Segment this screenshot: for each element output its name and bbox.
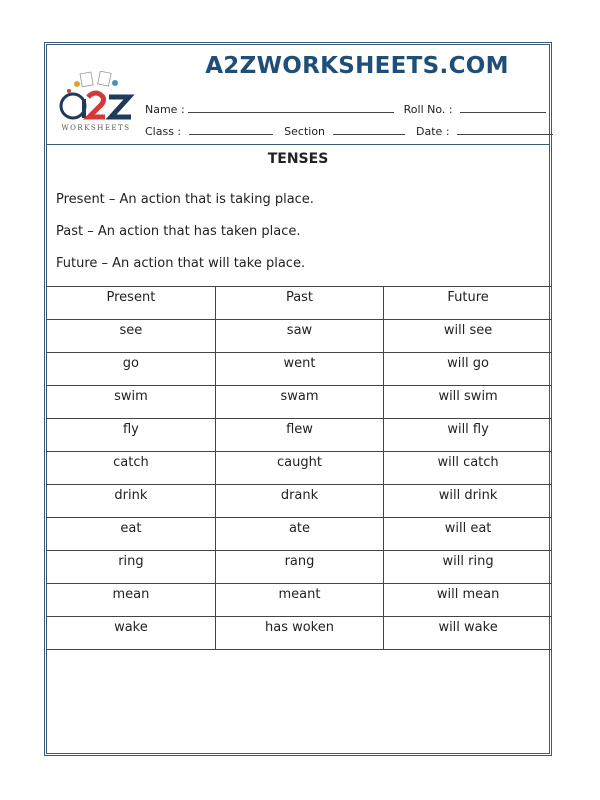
cell-present: ring — [47, 551, 215, 584]
cell-future: will mean — [384, 584, 552, 617]
cell-present: see — [47, 320, 215, 353]
table-row — [47, 485, 552, 518]
section-label: Section — [284, 125, 326, 138]
svg-text:WORKSHEETS: WORKSHEETS — [61, 124, 131, 132]
cell-future: will fly — [384, 419, 552, 452]
cell-present: swim — [47, 386, 215, 419]
cell-present: go — [47, 353, 215, 386]
definition-future: Future – An action that will take place. — [56, 256, 306, 271]
name-blank[interactable] — [188, 101, 394, 113]
table-row — [47, 320, 552, 353]
table-row — [47, 386, 552, 419]
table-row — [47, 617, 552, 650]
table-row — [47, 518, 552, 551]
name-label: Name : — [145, 103, 185, 116]
table-row — [47, 584, 552, 617]
cell-present: drink — [47, 485, 215, 518]
cell-past: swam — [215, 386, 383, 419]
cell-past: flew — [215, 419, 383, 452]
cell-present: catch — [47, 452, 215, 485]
cell-present: fly — [47, 419, 215, 452]
header-future: Future — [384, 287, 552, 320]
table-row — [47, 452, 552, 485]
cell-future: will go — [384, 353, 552, 386]
definition-present: Present – An action that is taking place. — [56, 192, 314, 207]
cell-past: rang — [215, 551, 383, 584]
cell-present: eat — [47, 518, 215, 551]
cell-present: mean — [47, 584, 215, 617]
cell-future: will see — [384, 320, 552, 353]
table-row — [47, 551, 552, 584]
class-section-date-row — [145, 123, 553, 138]
roll-label: Roll No. : — [403, 103, 453, 116]
header-past: Past — [215, 287, 383, 320]
cell-future: will wake — [384, 617, 552, 650]
definition-past: Past – An action that has taken place. — [56, 224, 301, 239]
definitions — [56, 193, 314, 289]
cell-present: wake — [47, 617, 215, 650]
cell-future: will ring — [384, 551, 552, 584]
cell-past: went — [215, 353, 383, 386]
table-row — [47, 353, 552, 386]
cell-future: will swim — [384, 386, 552, 419]
date-label: Date : — [416, 125, 450, 138]
name-roll-row — [145, 101, 546, 116]
roll-blank[interactable] — [460, 101, 546, 113]
class-blank[interactable] — [189, 123, 273, 135]
cell-past: caught — [215, 452, 383, 485]
worksheet-title: TENSES — [267, 151, 329, 167]
date-blank[interactable] — [457, 123, 553, 135]
header-present: Present — [47, 287, 215, 320]
worksheet — [44, 42, 552, 756]
cell-past: has woken — [215, 617, 383, 650]
site-title: A2ZWORKSHEETS.COM — [205, 53, 509, 79]
cell-past: meant — [215, 584, 383, 617]
cell-past: drank — [215, 485, 383, 518]
cell-past: saw — [215, 320, 383, 353]
worksheet-header — [47, 45, 549, 145]
cell-past: ate — [215, 518, 383, 551]
cell-future: will catch — [384, 452, 552, 485]
a2z-logo — [55, 71, 137, 133]
table-header-row — [47, 287, 552, 320]
class-label: Class : — [145, 125, 182, 138]
cell-future: will eat — [384, 518, 552, 551]
section-blank[interactable] — [333, 123, 405, 135]
cell-future: will drink — [384, 485, 552, 518]
table-row — [47, 419, 552, 452]
tenses-table — [47, 286, 552, 650]
